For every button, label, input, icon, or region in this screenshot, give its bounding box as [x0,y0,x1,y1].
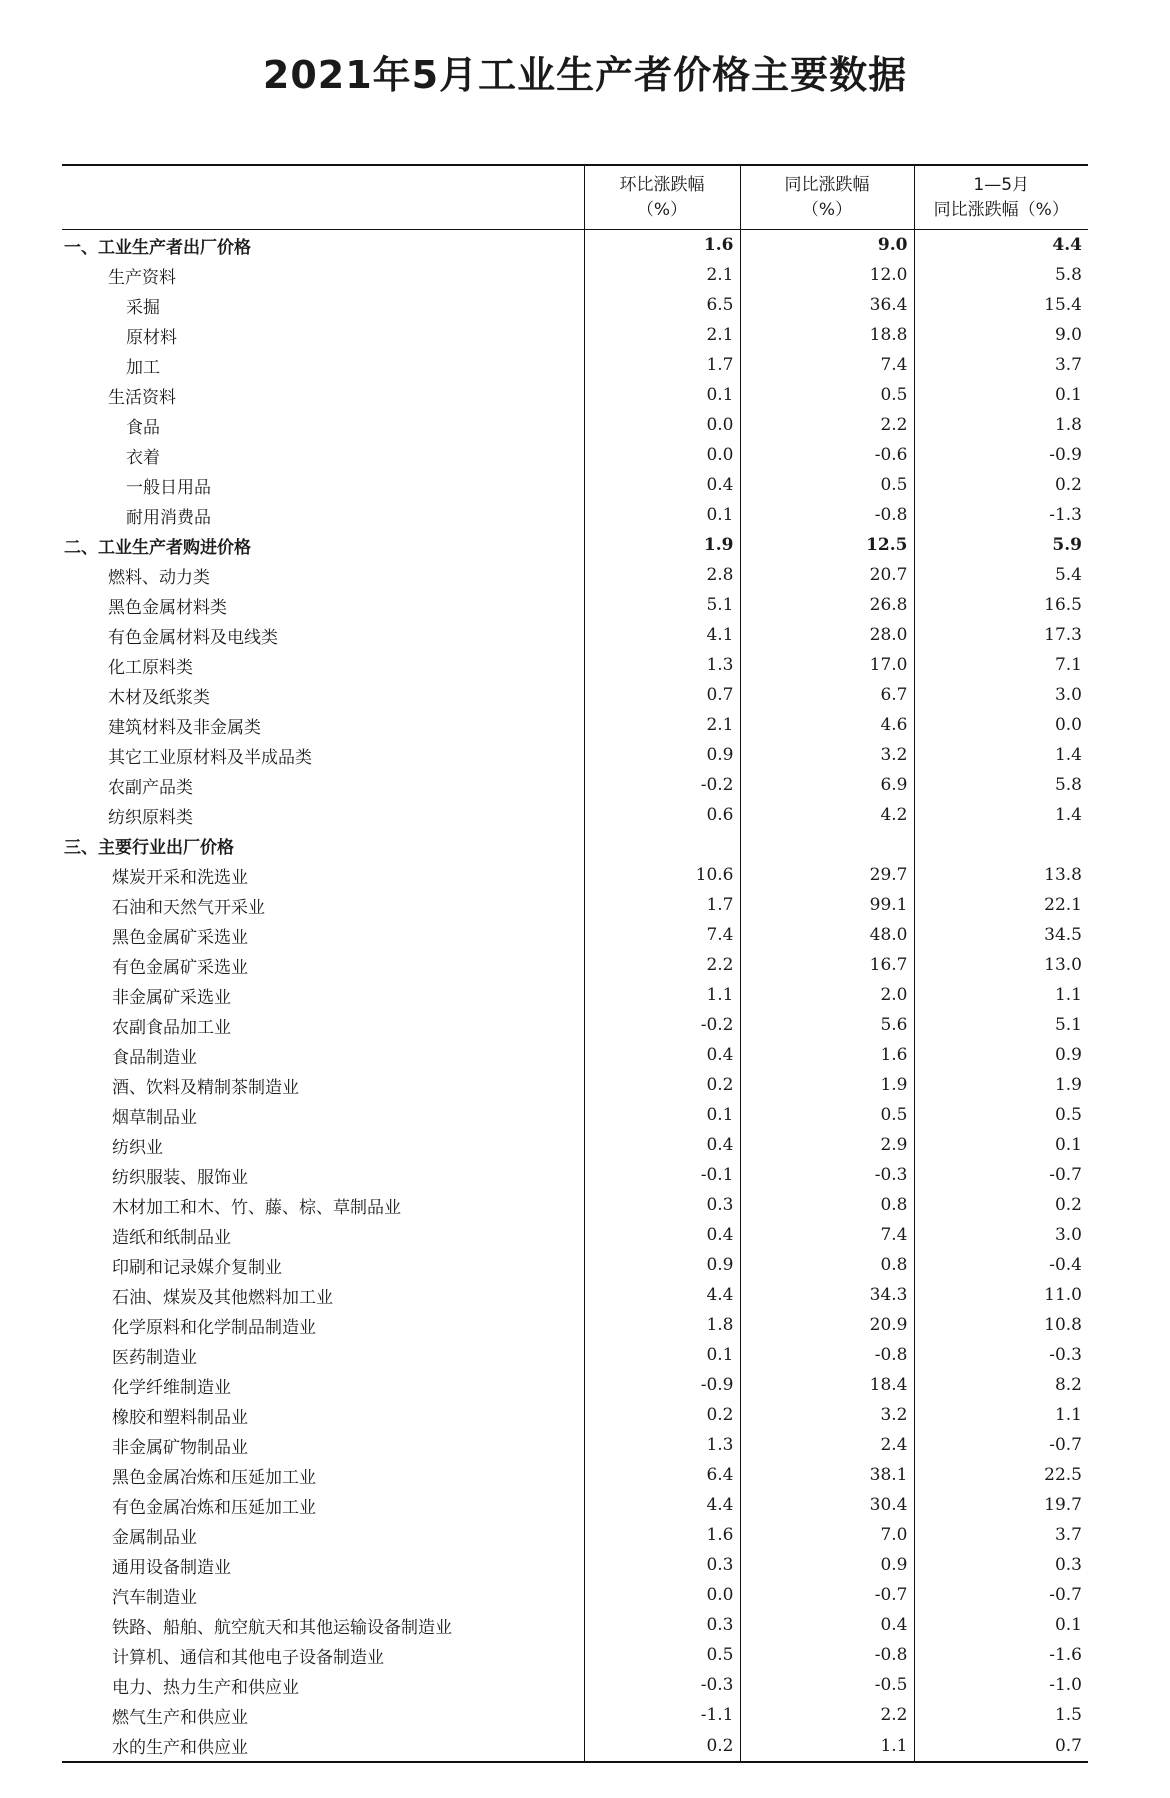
row-yoy-value: 16.7 [740,950,914,980]
row-label: 化工原料类 [108,657,193,678]
row-yoy-value: 18.4 [740,1370,914,1400]
row-yoy-value: -0.8 [740,1640,914,1670]
row-label: 煤炭开采和洗选业 [112,867,248,888]
row-yoy-value: 26.8 [740,590,914,620]
page-title: 2021年5月工业生产者价格主要数据 [262,53,908,97]
row-mom-value: 0.0 [584,1580,740,1610]
row-mom-value: 0.1 [584,380,740,410]
ppi-table [62,164,1088,1763]
row-mom-value: 2.1 [584,320,740,350]
row-mom-value: 0.9 [584,1250,740,1280]
table-row [62,680,1088,710]
table-row [62,1370,1088,1400]
row-ytd-value: 16.5 [914,590,1088,620]
row-label: 原材料 [126,327,177,348]
row-yoy-value: 0.5 [740,380,914,410]
table-row [62,350,1088,380]
row-yoy-value: 18.8 [740,320,914,350]
row-ytd-value: 8.2 [914,1370,1088,1400]
row-ytd-value: 22.1 [914,890,1088,920]
row-yoy-value: 4.6 [740,710,914,740]
row-label: 有色金属材料及电线类 [108,627,278,648]
table-row [62,650,1088,680]
row-ytd-value: 7.1 [914,650,1088,680]
row-label: 燃料、动力类 [108,567,210,588]
row-ytd-value: 13.0 [914,950,1088,980]
row-label: 石油和天然气开采业 [112,897,265,918]
row-ytd-value: 13.8 [914,860,1088,890]
row-yoy-value: -0.7 [740,1580,914,1610]
row-label: 生活资料 [108,387,176,408]
row-label: 黑色金属材料类 [108,597,227,618]
row-mom-value: -0.9 [584,1370,740,1400]
row-mom-value: 0.1 [584,1100,740,1130]
row-ytd-value: 10.8 [914,1310,1088,1340]
row-mom-value: 0.4 [584,1220,740,1250]
row-mom-value: 0.3 [584,1190,740,1220]
row-ytd-value: 15.4 [914,290,1088,320]
row-ytd-value: 1.4 [914,740,1088,770]
row-ytd-value: 0.1 [914,1610,1088,1640]
row-label: 造纸和纸制品业 [112,1227,231,1248]
row-yoy-value: -0.5 [740,1670,914,1700]
table-row [62,1220,1088,1250]
row-mom-value: 1.3 [584,1430,740,1460]
row-label: 加工 [126,357,160,378]
row-mom-value: 6.4 [584,1460,740,1490]
table-row [62,920,1088,950]
row-ytd-value: 0.3 [914,1550,1088,1580]
row-yoy-value: 48.0 [740,920,914,950]
table-row [62,860,1088,890]
table-row [62,620,1088,650]
row-mom-value: 1.8 [584,1310,740,1340]
row-yoy-value: -0.3 [740,1160,914,1190]
row-ytd-value: 1.4 [914,800,1088,830]
row-mom-value: 0.2 [584,1400,740,1430]
row-label: 化学原料和化学制品制造业 [112,1317,316,1338]
row-ytd-value: -1.3 [914,500,1088,530]
row-ytd-value: -1.0 [914,1670,1088,1700]
row-ytd-value [914,830,1088,860]
row-yoy-value: 30.4 [740,1490,914,1520]
row-yoy-value: 1.1 [740,1730,914,1762]
row-yoy-value: 6.7 [740,680,914,710]
table-row [62,440,1088,470]
row-yoy-value: 0.4 [740,1610,914,1640]
row-yoy-value: 0.8 [740,1190,914,1220]
row-yoy-value: 6.9 [740,770,914,800]
row-mom-value: 0.5 [584,1640,740,1670]
table-row [62,290,1088,320]
table-row [62,1520,1088,1550]
row-yoy-value: 7.4 [740,350,914,380]
row-mom-value: 0.7 [584,680,740,710]
table-row [62,830,1088,860]
row-yoy-value: -0.6 [740,440,914,470]
header-yoy [740,165,914,230]
row-yoy-value: 5.6 [740,1010,914,1040]
header-ytd-line1: 1—5月 [973,174,1030,195]
table-row [62,470,1088,500]
header-row [62,165,1088,230]
row-yoy-value: 0.9 [740,1550,914,1580]
table-row [62,1070,1088,1100]
row-label: 衣着 [126,447,160,468]
row-ytd-value: 0.2 [914,1190,1088,1220]
table-row [62,1490,1088,1520]
table-row [62,1190,1088,1220]
row-yoy-value: 20.7 [740,560,914,590]
row-yoy-value: 2.2 [740,1700,914,1730]
row-ytd-value: 22.5 [914,1460,1088,1490]
row-yoy-value: 3.2 [740,740,914,770]
table-row [62,1460,1088,1490]
row-yoy-value: -0.8 [740,500,914,530]
table-row [62,1310,1088,1340]
header-mom-line1: 环比涨跌幅 [619,174,705,195]
row-yoy-value: 2.9 [740,1130,914,1160]
row-ytd-value: -0.3 [914,1340,1088,1370]
table-row [62,1280,1088,1310]
row-mom-value: 4.1 [584,620,740,650]
table-row [62,890,1088,920]
row-ytd-value: -0.9 [914,440,1088,470]
row-mom-value: 0.0 [584,440,740,470]
row-mom-value: -0.2 [584,1010,740,1040]
row-ytd-value: -0.7 [914,1160,1088,1190]
row-label: 木材及纸浆类 [108,687,210,708]
table-row [62,1550,1088,1580]
row-mom-value: 0.4 [584,1040,740,1070]
table-row [62,1250,1088,1280]
row-yoy-value: -0.8 [740,1340,914,1370]
row-ytd-value: 3.0 [914,1220,1088,1250]
row-mom-value: 5.1 [584,590,740,620]
row-label: 木材加工和木、竹、藤、棕、草制品业 [112,1197,401,1218]
row-label: 水的生产和供应业 [62,1730,584,1762]
row-label: 农副食品加工业 [112,1017,231,1038]
row-label: 建筑材料及非金属类 [108,717,261,738]
row-mom-value: 0.4 [584,470,740,500]
row-ytd-value: 1.9 [914,1070,1088,1100]
table-row [62,1130,1088,1160]
row-yoy-value: 2.0 [740,980,914,1010]
header-mom [584,165,740,230]
row-yoy-value: 12.5 [740,530,914,560]
table-row [62,1040,1088,1070]
header-indicator [62,165,584,230]
row-yoy-value: 36.4 [740,290,914,320]
ppi-table-container [62,164,1088,1763]
table-row [62,590,1088,620]
row-mom-value: 4.4 [584,1490,740,1520]
row-label: 其它工业原材料及半成品类 [108,747,312,768]
row-ytd-value: 5.4 [914,560,1088,590]
row-yoy-value: 0.5 [740,470,914,500]
table-row [62,1010,1088,1040]
table-row [62,710,1088,740]
row-mom-value: 4.4 [584,1280,740,1310]
row-ytd-value: 0.0 [914,710,1088,740]
row-label: 非金属矿采选业 [112,987,231,1008]
row-mom-value: 0.0 [584,410,740,440]
row-yoy-value: 1.9 [740,1070,914,1100]
row-label: 有色金属矿采选业 [112,957,248,978]
header-yoy-line2: （%） [801,199,853,220]
row-yoy-value: 12.0 [740,260,914,290]
table-row [62,800,1088,830]
row-label: 通用设备制造业 [112,1557,231,1578]
header-ytd-line2: 同比涨跌幅（%） [933,199,1069,220]
row-label: 计算机、通信和其他电子设备制造业 [112,1647,384,1668]
table-row [62,320,1088,350]
row-ytd-value: 3.0 [914,680,1088,710]
header-mom-line2: （%） [636,199,688,220]
row-mom-value: 0.3 [584,1550,740,1580]
row-label: 生产资料 [108,267,176,288]
row-yoy-value: 17.0 [740,650,914,680]
row-label: 三、主要行业出厂价格 [64,837,234,858]
table-body [62,230,1088,1763]
table-row [62,410,1088,440]
table-row [62,950,1088,980]
row-ytd-value: 5.8 [914,770,1088,800]
row-ytd-value: 0.7 [914,1730,1088,1762]
row-yoy-value: 3.2 [740,1400,914,1430]
table-row [62,770,1088,800]
row-yoy-value: 2.4 [740,1430,914,1460]
row-label: 化学纤维制造业 [112,1377,231,1398]
table-row [62,500,1088,530]
row-mom-value: 0.6 [584,800,740,830]
row-mom-value: 2.8 [584,560,740,590]
row-yoy-value: 29.7 [740,860,914,890]
row-label: 黑色金属冶炼和压延加工业 [112,1467,316,1488]
row-mom-value: 1.6 [584,230,740,261]
table-row [62,980,1088,1010]
row-label: 医药制造业 [112,1347,197,1368]
row-ytd-value: 0.2 [914,470,1088,500]
row-mom-value: -1.1 [584,1700,740,1730]
row-mom-value: 0.3 [584,1610,740,1640]
row-mom-value: 1.9 [584,530,740,560]
row-label: 黑色金属矿采选业 [112,927,248,948]
row-label: 酒、饮料及精制茶制造业 [112,1077,299,1098]
row-ytd-value: 5.9 [914,530,1088,560]
row-mom-value: -0.3 [584,1670,740,1700]
row-ytd-value: 11.0 [914,1280,1088,1310]
row-label: 橡胶和塑料制品业 [112,1407,248,1428]
row-yoy-value: 28.0 [740,620,914,650]
table-row [62,740,1088,770]
table-row [62,1700,1088,1730]
table-row [62,1100,1088,1130]
row-yoy-value [740,830,914,860]
row-mom-value [584,830,740,860]
row-ytd-value: 1.1 [914,1400,1088,1430]
table-row [62,1730,1088,1762]
table-row [62,1670,1088,1700]
row-label: 铁路、船舶、航空航天和其他运输设备制造业 [112,1617,452,1638]
table-row [62,560,1088,590]
row-yoy-value: 7.4 [740,1220,914,1250]
row-ytd-value: 5.1 [914,1010,1088,1040]
row-yoy-value: 7.0 [740,1520,914,1550]
row-ytd-value: -1.6 [914,1640,1088,1670]
row-ytd-value: 3.7 [914,350,1088,380]
row-mom-value: 0.1 [584,500,740,530]
row-ytd-value: 0.1 [914,1130,1088,1160]
table-row [62,260,1088,290]
row-yoy-value: 1.6 [740,1040,914,1070]
row-ytd-value: 9.0 [914,320,1088,350]
row-ytd-value: -0.7 [914,1430,1088,1460]
row-mom-value: 0.2 [584,1070,740,1100]
row-label: 一、工业生产者出厂价格 [64,237,251,258]
row-yoy-value: 0.8 [740,1250,914,1280]
table-row [62,1400,1088,1430]
row-ytd-value: 4.4 [914,230,1088,261]
row-mom-value: 0.2 [584,1730,740,1762]
row-yoy-value: 4.2 [740,800,914,830]
row-mom-value: 1.3 [584,650,740,680]
row-mom-value: 1.7 [584,350,740,380]
row-ytd-value: 0.1 [914,380,1088,410]
row-yoy-value: 0.5 [740,1100,914,1130]
row-mom-value: 1.1 [584,980,740,1010]
header-ytd [914,165,1088,230]
row-mom-value: 1.6 [584,1520,740,1550]
row-label: 采掘 [126,297,160,318]
row-mom-value: 0.9 [584,740,740,770]
row-mom-value: 0.4 [584,1130,740,1160]
row-yoy-value: 9.0 [740,230,914,261]
row-ytd-value: 34.5 [914,920,1088,950]
row-yoy-value: 99.1 [740,890,914,920]
row-label: 一般日用品 [126,477,211,498]
table-row [62,380,1088,410]
row-label: 烟草制品业 [112,1107,197,1128]
row-ytd-value: 0.9 [914,1040,1088,1070]
row-label: 电力、热力生产和供应业 [112,1677,299,1698]
row-ytd-value: 5.8 [914,260,1088,290]
row-ytd-value: 19.7 [914,1490,1088,1520]
row-label: 食品 [126,417,160,438]
row-ytd-value: 0.5 [914,1100,1088,1130]
row-ytd-value: 1.1 [914,980,1088,1010]
row-ytd-value: 3.7 [914,1520,1088,1550]
row-yoy-value: 38.1 [740,1460,914,1490]
row-mom-value: 2.1 [584,260,740,290]
table-row [62,1340,1088,1370]
row-mom-value: 2.2 [584,950,740,980]
row-ytd-value: 1.8 [914,410,1088,440]
row-mom-value: 2.1 [584,710,740,740]
row-label: 纺织服装、服饰业 [112,1167,248,1188]
table-row [62,1580,1088,1610]
row-label: 纺织业 [112,1137,163,1158]
table-row [62,1610,1088,1640]
row-ytd-value: -0.4 [914,1250,1088,1280]
table-row [62,230,1088,261]
header-yoy-line1: 同比涨跌幅 [784,174,870,195]
row-label: 二、工业生产者购进价格 [64,537,251,558]
row-ytd-value: 17.3 [914,620,1088,650]
table-row [62,1160,1088,1190]
row-mom-value: 7.4 [584,920,740,950]
row-label: 食品制造业 [112,1047,197,1068]
row-mom-value: -0.1 [584,1160,740,1190]
row-yoy-value: 20.9 [740,1310,914,1340]
row-label: 农副产品类 [108,777,193,798]
row-label: 燃气生产和供应业 [112,1707,248,1728]
row-yoy-value: 2.2 [740,410,914,440]
row-ytd-value: -0.7 [914,1580,1088,1610]
row-label: 耐用消费品 [126,507,211,528]
row-label: 印刷和记录媒介复制业 [112,1257,282,1278]
row-label: 金属制品业 [112,1527,197,1548]
row-label: 纺织原料类 [108,807,193,828]
row-mom-value: 0.1 [584,1340,740,1370]
row-mom-value: 10.6 [584,860,740,890]
table-row [62,530,1088,560]
row-yoy-value: 34.3 [740,1280,914,1310]
row-label: 汽车制造业 [112,1587,197,1608]
row-ytd-value: 1.5 [914,1700,1088,1730]
row-mom-value: 6.5 [584,290,740,320]
row-label: 有色金属冶炼和压延加工业 [112,1497,316,1518]
row-mom-value: -0.2 [584,770,740,800]
row-label: 非金属矿物制品业 [112,1437,248,1458]
table-row [62,1430,1088,1460]
row-label: 石油、煤炭及其他燃料加工业 [112,1287,333,1308]
table-row [62,1640,1088,1670]
row-mom-value: 1.7 [584,890,740,920]
